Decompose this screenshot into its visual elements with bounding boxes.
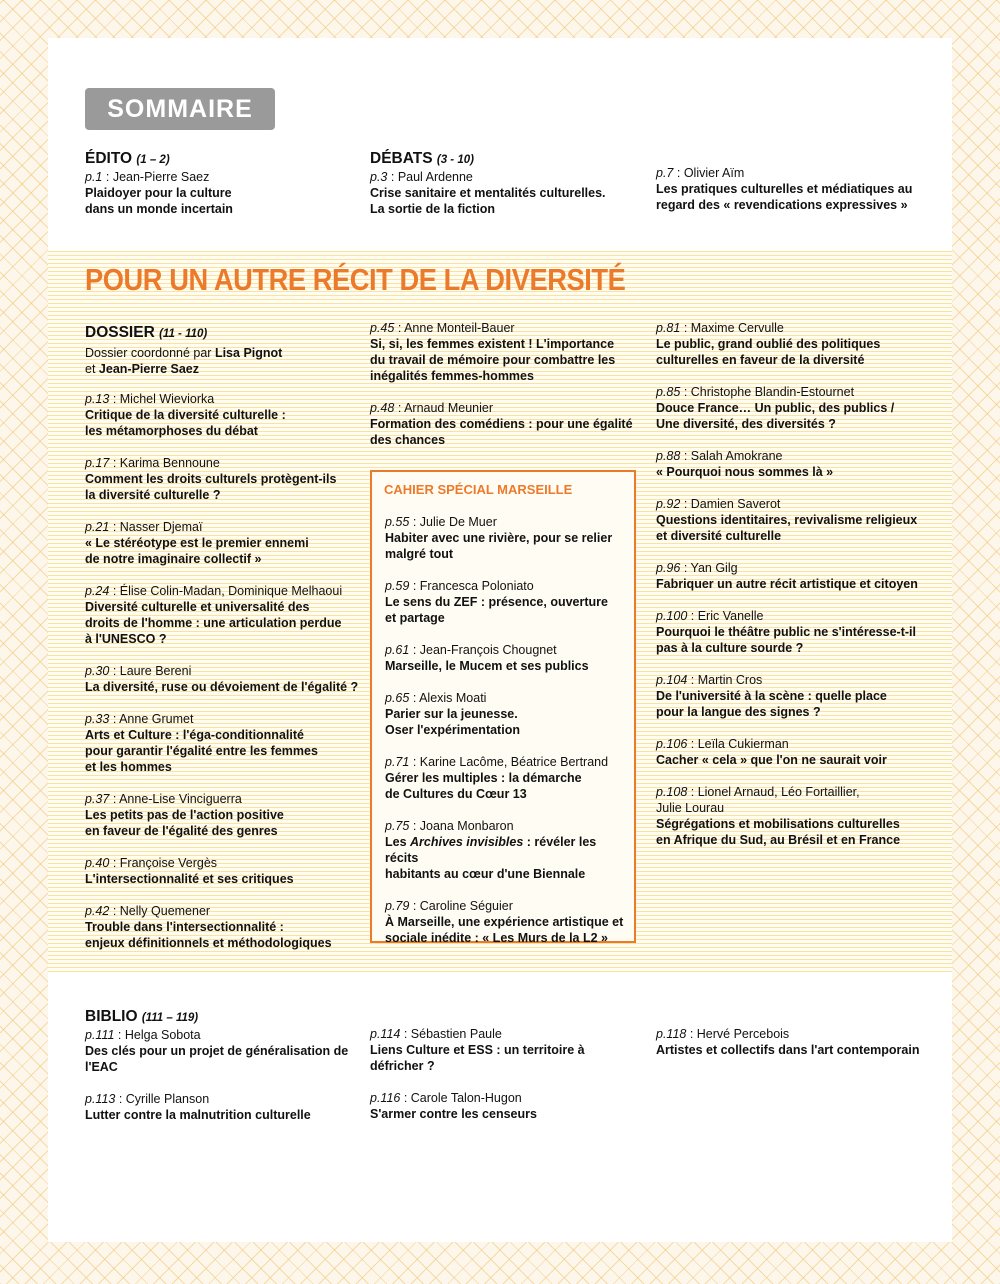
toc-entry[interactable]: p.118 : Hervé Percebois Artistes et collectifs dans l'art contemporain <box>656 1026 936 1058</box>
author-name: Sébastien Paule <box>410 1027 502 1041</box>
toc-entry[interactable]: p.3 : Paul Ardenne Crise sanitaire et mentalités culturelles. La sortie de la fiction <box>370 170 606 216</box>
author-name: Cyrille Planson <box>125 1092 210 1106</box>
page-number: p.118 <box>656 1027 687 1041</box>
article-title: Douce France… Un public, des publics / Une diversité, des diversités ? <box>656 401 895 431</box>
author-name: Carole Talon-Hugon <box>410 1091 522 1105</box>
toc-entry[interactable]: p.113 : Cyrille Planson Lutter contre la malnutrition culturelle <box>85 1091 365 1123</box>
author-name: Christophe Blandin-Estournet <box>690 385 855 399</box>
page-number: p.30 <box>85 664 110 678</box>
author-name: Nelly Quemener <box>119 904 211 918</box>
cahier-heading: CAHIER SPÉCIAL MARSEILLE <box>384 482 573 497</box>
page-number: p.81 <box>656 321 681 335</box>
debats-section-2 <box>656 165 936 229</box>
page-number: p.1 <box>85 170 103 184</box>
dossier-column-1 <box>85 324 365 967</box>
article-title: Ségrégations et mobilisations culturelles en Afrique du Sud, au Brésil et en France <box>656 817 901 847</box>
article-title: De l'université à la scène : quelle place pour la langue des signes ? <box>656 689 887 719</box>
article-title: Le public, grand oublié des politiques culturelles en faveur de la diversité <box>656 337 881 367</box>
author-name: Maxime Cervulle <box>690 321 784 335</box>
author-name: Nasser Djemaï <box>119 520 203 534</box>
article-title: Des clés pour un projet de généralisation de l'EAC <box>85 1044 349 1074</box>
main-title: POUR UN AUTRE RÉCIT DE LA DIVERSITÉ <box>85 262 626 297</box>
page-number: p.96 <box>656 561 681 575</box>
toc-entry[interactable]: p.111 : Helga Sobota Des clés pour un projet de généralisation de l'EAC <box>85 1027 365 1075</box>
toc-entry[interactable]: p.55 : Julie De Muer Habiter avec une rivière, pour se relier malgré tout <box>385 515 613 561</box>
dossier-column-2 <box>370 320 650 464</box>
toc-entry[interactable]: p.85 : Christophe Blandin-Estournet Douce France… Un public, des publics / Une diversité, des diversités ? <box>656 384 936 432</box>
page-number: p.108 <box>656 785 688 799</box>
toc-entry[interactable]: p.48 : Arnaud Meunier Formation des comédiens : pour une égalité des chances <box>370 400 650 448</box>
toc-entry[interactable]: p.33 : Anne Grumet Arts et Culture : l'éga-conditionnalité pour garantir l'égalité entre les femmes et les hommes <box>85 711 365 775</box>
page-number: p.40 <box>85 856 110 870</box>
toc-entry[interactable]: p.42 : Nelly Quemener Trouble dans l'intersectionnalité : enjeux définitionnels et méthodologiques <box>85 903 365 951</box>
edito-heading: ÉDITO (1 – 2) <box>85 150 170 167</box>
author-name: Hervé Percebois <box>696 1027 790 1041</box>
author-name: Anne Grumet <box>119 712 194 726</box>
article-title: Trouble dans l'intersectionnalité : enjeux définitionnels et méthodologiques <box>85 920 332 950</box>
toc-entry[interactable]: p.71 : Karine Lacôme, Béatrice Bertrand Gérer les multiples : la démarche de Cultures du Cœur 13 <box>385 755 609 801</box>
toc-entry[interactable]: p.104 : Martin Cros De l'université à la scène : quelle place pour la langue des signes ? <box>656 672 936 720</box>
toc-entry[interactable]: p.108 : Lionel Arnaud, Léo Fortaillier, Julie Lourau Ségrégations et mobilisations culturelles en Afrique du Sud, au Brésil et en France <box>656 784 936 848</box>
author-name: Lionel Arnaud, Léo Fortaillier, Julie Lourau <box>656 785 860 815</box>
author-name: Anne-Lise Vinciguerra <box>119 792 242 806</box>
toc-entry[interactable]: p.61 : Jean-François Chougnet Marseille, le Mucem et ses publics <box>385 643 589 673</box>
author-name: Michel Wieviorka <box>119 392 215 406</box>
biblio-column-1 <box>85 1008 365 1139</box>
author-name: Karima Bennoune <box>119 456 220 470</box>
article-title: Formation des comédiens : pour une égalité des chances <box>370 417 633 447</box>
toc-entry[interactable]: p.40 : Françoise Vergès L'intersectionnalité et ses critiques <box>85 855 365 887</box>
article-title: Les petits pas de l'action positive en faveur de l'égalité des genres <box>85 808 284 838</box>
toc-entry[interactable]: p.1 : Jean-Pierre Saez Plaidoyer pour la culture dans un monde incertain <box>85 169 365 217</box>
author-name: Salah Amokrane <box>690 449 783 463</box>
sommaire-badge: SOMMAIRE <box>85 88 275 130</box>
toc-entry[interactable]: p.65 : Alexis Moati Parier sur la jeunesse. Oser l'expérimentation <box>385 691 520 737</box>
author-name: Leïla Cukierman <box>697 737 789 751</box>
article-title: S'armer contre les censeurs <box>370 1107 537 1121</box>
toc-entry[interactable]: p.106 : Leïla Cukierman Cacher « cela » que l'on ne saurait voir <box>656 736 936 768</box>
article-title: Liens Culture et ESS : un territoire à défricher ? <box>370 1043 585 1073</box>
article-title: Artistes et collectifs dans l'art contemporain <box>656 1043 920 1057</box>
debats-heading: DÉBATS (3 - 10) <box>370 150 474 167</box>
article-title: Lutter contre la malnutrition culturelle <box>85 1108 311 1122</box>
biblio-column-2 <box>370 1026 650 1138</box>
toc-entry[interactable]: p.100 : Eric Vanelle Pourquoi le théâtre public ne s'intéresse-t-il pas à la culture sourde ? <box>656 608 936 656</box>
toc-entry[interactable]: p.88 : Salah Amokrane « Pourquoi nous sommes là » <box>656 448 936 480</box>
toc-entry[interactable]: p.7 : Olivier Aïm Les pratiques culturelles et médiatiques au regard des « revendications expressives » <box>656 166 913 212</box>
author-name: Martin Cros <box>697 673 763 687</box>
page-number: p.114 <box>370 1027 401 1041</box>
author-name: Eric Vanelle <box>697 609 764 623</box>
author-name: Arnaud Meunier <box>404 401 494 415</box>
article-title: Pourquoi le théâtre public ne s'intéresse-t-il pas à la culture sourde ? <box>656 625 916 655</box>
dossier-heading: DOSSIER (11 - 110) <box>85 324 208 341</box>
page-number: p.33 <box>85 712 110 726</box>
article-title: Critique de la diversité culturelle : les métamorphoses du débat <box>85 408 286 438</box>
toc-entry[interactable]: p.116 : Carole Talon-Hugon S'armer contre les censeurs <box>370 1090 650 1122</box>
article-title: « Le stéréotype est le premier ennemi de notre imaginaire collectif » <box>85 536 309 566</box>
page-number: p.111 <box>85 1028 115 1042</box>
author-name: Helga Sobota <box>124 1028 201 1042</box>
biblio-column-3 <box>656 1026 936 1074</box>
toc-entry[interactable]: p.75 : Joana Monbaron Les Archives invisibles : révéler les récits habitants au cœur d'une Biennale <box>385 819 597 881</box>
author-name: Élise Colin-Madan, Dominique Melhaoui <box>119 584 343 598</box>
toc-entry[interactable]: p.114 : Sébastien Paule Liens Culture et ESS : un territoire à défricher ? <box>370 1026 650 1074</box>
toc-entry[interactable]: p.37 : Anne-Lise Vinciguerra Les petits pas de l'action positive en faveur de l'égalité des genres <box>85 791 365 839</box>
article-title: Comment les droits culturels protègent-ils la diversité culturelle ? <box>85 472 337 502</box>
page-number: p.100 <box>656 609 688 623</box>
author-name: Anne Monteil-Bauer <box>404 321 515 335</box>
debats-section <box>370 150 650 233</box>
page-number: p.113 <box>85 1092 116 1106</box>
page-number: p.42 <box>85 904 110 918</box>
article-title: Cacher « cela » que l'on ne saurait voir <box>656 753 887 767</box>
toc-entry[interactable]: p.45 : Anne Monteil-Bauer Si, si, les femmes existent ! L'importance du travail de mémoire pour combattre les inégalités femmes-hommes <box>370 320 650 384</box>
dossier-coordinators: Dossier coordonné par Lisa Pignot et Jean-Pierre Saez <box>85 346 283 376</box>
article-title: Arts et Culture : l'éga-conditionnalité pour garantir l'égalité entre les femmes et les hommes <box>85 728 318 774</box>
article-title: Questions identitaires, revivalisme religieux et diversité culturelle <box>656 513 918 543</box>
page-number: p.21 <box>85 520 110 534</box>
page-number: p.17 <box>85 456 110 470</box>
page-number: p.13 <box>85 392 110 406</box>
page-number: p.24 <box>85 584 110 598</box>
article-title: Plaidoyer pour la culture dans un monde incertain <box>85 186 233 216</box>
page-number: p.104 <box>656 673 688 687</box>
page-number: p.85 <box>656 385 681 399</box>
toc-entry[interactable]: p.13 : Michel Wieviorka Critique de la diversité culturelle : les métamorphoses du débat <box>85 391 365 439</box>
article-title: Si, si, les femmes existent ! L'importance du travail de mémoire pour combattre les inégalités femmes-hommes <box>370 337 616 383</box>
article-title: Diversité culturelle et universalité des droits de l'homme : une articulation perdue à l'UNESCO ? <box>85 600 342 646</box>
author-name: Laure Bereni <box>119 664 192 678</box>
page-number: p.45 <box>370 321 395 335</box>
article-title: La diversité, ruse ou dévoiement de l'égalité ? <box>85 680 359 694</box>
toc-entry[interactable]: p.96 : Yan Gilg Fabriquer un autre récit artistique et citoyen <box>656 560 936 592</box>
article-title: « Pourquoi nous sommes là » <box>656 465 834 479</box>
page-number: p.92 <box>656 497 681 511</box>
page-number: p.88 <box>656 449 681 463</box>
toc-entry[interactable]: p.17 : Karima Bennoune Comment les droits culturels protègent-ils la diversité culturelle ? <box>85 455 365 503</box>
toc-entry[interactable]: p.92 : Damien Saverot Questions identitaires, revivalisme religieux et diversité culturelle <box>656 496 936 544</box>
toc-entry[interactable]: p.30 : Laure Bereni La diversité, ruse ou dévoiement de l'égalité ? <box>85 663 365 695</box>
toc-entry[interactable]: p.79 : Caroline Séguier À Marseille, une expérience artistique et sociale inédite : « Les Murs de la L2 » <box>385 899 624 945</box>
article-title: Fabriquer un autre récit artistique et citoyen <box>656 577 918 591</box>
cahier-entries <box>385 514 630 962</box>
author-name: Damien Saverot <box>690 497 781 511</box>
page-number: p.106 <box>656 737 688 751</box>
page-number: p.37 <box>85 792 110 806</box>
dossier-column-3 <box>656 320 936 864</box>
author-name: Yan Gilg <box>690 561 738 575</box>
author-name: Françoise Vergès <box>119 856 218 870</box>
edito-section <box>85 150 365 233</box>
author-name: Jean-Pierre Saez <box>112 170 210 184</box>
biblio-heading: BIBLIO (111 – 119) <box>85 1008 199 1025</box>
page-number: p.116 <box>370 1091 401 1105</box>
toc-entry[interactable]: p.81 : Maxime Cervulle Le public, grand oublié des politiques culturelles en faveur de la diversité <box>656 320 936 368</box>
toc-entry[interactable]: p.59 : Francesca Poloniato Le sens du ZEF : présence, ouverture et partage <box>385 579 608 625</box>
toc-entry[interactable]: p.21 : Nasser Djemaï « Le stéréotype est le premier ennemi de notre imaginaire collectif » <box>85 519 365 567</box>
page-number: p.48 <box>370 401 395 415</box>
article-title: L'intersectionnalité et ses critiques <box>85 872 294 886</box>
toc-entry[interactable]: p.24 : Élise Colin-Madan, Dominique Melhaoui Diversité culturelle et universalité des droits de l'homme : une articulation perdue à l'UNESCO ? <box>85 583 365 647</box>
